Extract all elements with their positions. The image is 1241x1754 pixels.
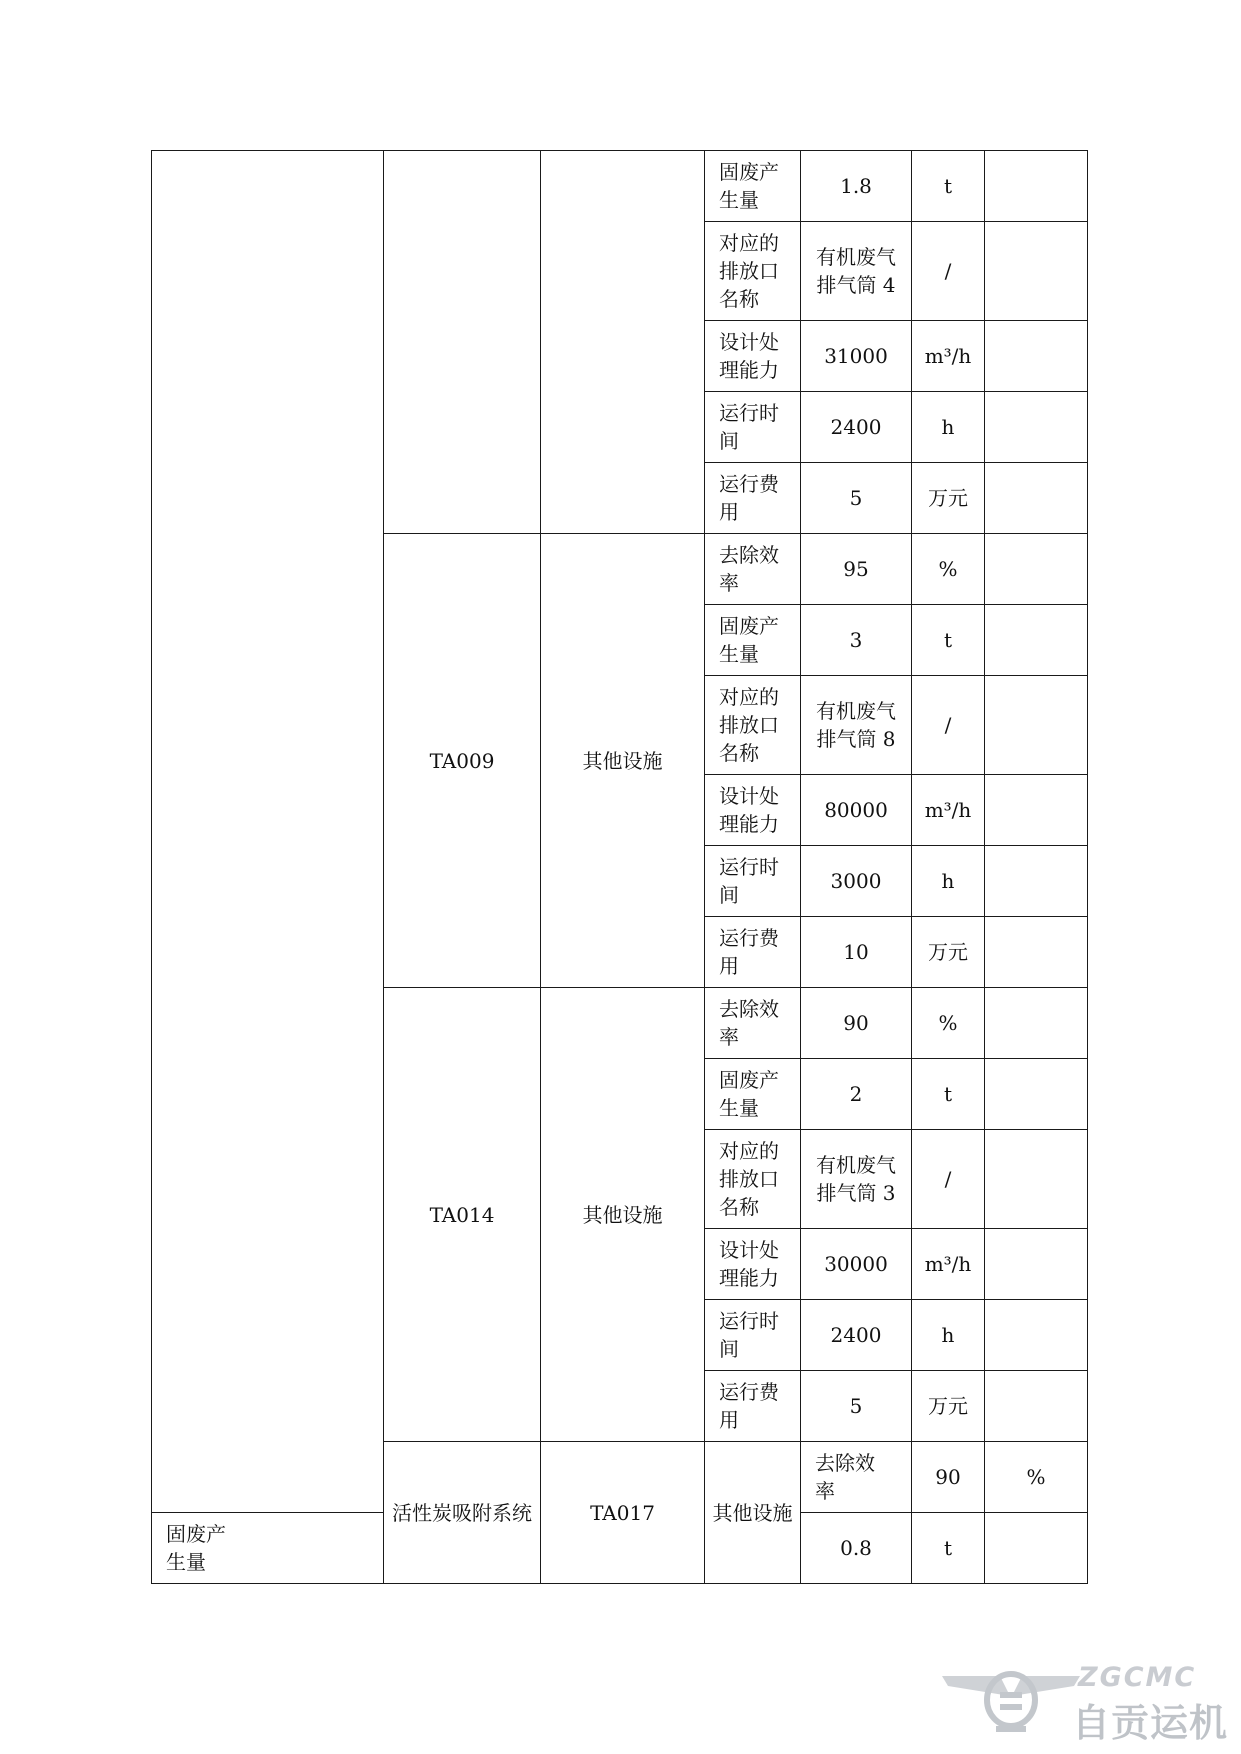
value-cell: 1.8 [801,151,912,222]
value-cell: 3000 [801,846,912,917]
param-cell: 去除效率 [801,1442,912,1513]
unit-cell: / [912,676,985,775]
brand-chinese-text: 自贡运机 [1072,1701,1229,1745]
remark-cell [985,1513,1088,1584]
facility-code-cell: TA017 [541,1442,705,1584]
facility-parameter-table [151,150,1088,1584]
remark-cell [985,1300,1088,1371]
remark-cell [985,846,1088,917]
param-cell: 运行费用 [705,1371,801,1442]
table-row [152,151,1088,222]
unit-cell: m³/h [912,775,985,846]
param-cell: 运行费用 [705,917,801,988]
param-cell: 去除效率 [705,534,801,605]
value-cell: 80000 [801,775,912,846]
value-cell: 90 [801,988,912,1059]
remark-cell [985,988,1088,1059]
remark-cell [985,676,1088,775]
value-cell: 0.8 [801,1513,912,1584]
remark-cell [985,1059,1088,1130]
value-cell: 有机废气排气筒 4 [801,222,912,321]
facility-type-cell: 其他设施 [541,988,705,1442]
value-cell: 3 [801,605,912,676]
param-cell: 固废产生量 [152,1513,384,1584]
unit-cell: h [912,392,985,463]
unit-cell: % [912,534,985,605]
remark-cell [985,917,1088,988]
remark-cell [985,321,1088,392]
param-cell: 去除效率 [705,988,801,1059]
remark-cell [985,392,1088,463]
remark-cell [985,1371,1088,1442]
facility-code-cell: TA009 [384,534,541,988]
param-cell: 运行费用 [705,463,801,534]
value-cell: 30000 [801,1229,912,1300]
unit-cell: m³/h [912,1229,985,1300]
unit-cell: h [912,846,985,917]
value-cell: 31000 [801,321,912,392]
param-cell: 运行时间 [705,392,801,463]
system-cell-empty [152,151,384,1513]
remark-cell [985,463,1088,534]
unit-cell: 万元 [912,463,985,534]
param-cell: 对应的排放口名称 [705,1130,801,1229]
param-cell: 运行时间 [705,1300,801,1371]
zgcmc-watermark-logo [940,1656,1235,1746]
value-cell: 2400 [801,392,912,463]
unit-cell: % [985,1442,1088,1513]
remark-cell [985,222,1088,321]
remark-cell [985,775,1088,846]
value-cell: 10 [801,917,912,988]
remark-cell [985,534,1088,605]
value-cell: 5 [801,1371,912,1442]
value-cell: 2 [801,1059,912,1130]
param-cell: 设计处理能力 [705,775,801,846]
remark-cell [985,151,1088,222]
unit-cell: h [912,1300,985,1371]
value-cell: 90 [912,1442,985,1513]
value-cell: 95 [801,534,912,605]
param-cell: 设计处理能力 [705,321,801,392]
unit-cell: 万元 [912,917,985,988]
value-cell: 2400 [801,1300,912,1371]
brand-latin-text: ZGCMC [1078,1662,1197,1693]
unit-cell: % [912,988,985,1059]
value-cell: 有机废气排气筒 3 [801,1130,912,1229]
unit-cell: 万元 [912,1371,985,1442]
param-cell: 对应的排放口名称 [705,676,801,775]
type-cell-empty [541,151,705,534]
param-cell: 设计处理能力 [705,1229,801,1300]
value-cell: 有机废气排气筒 8 [801,676,912,775]
remark-cell [985,1130,1088,1229]
remark-cell [985,605,1088,676]
remark-cell [985,1229,1088,1300]
unit-cell: t [912,1059,985,1130]
code-cell-empty [384,151,541,534]
param-cell: 固废产生量 [705,151,801,222]
param-cell: 固废产生量 [705,605,801,676]
param-cell: 对应的排放口名称 [705,222,801,321]
unit-cell: m³/h [912,321,985,392]
system-name-cell: 活性炭吸附系统 [384,1442,541,1584]
unit-cell: t [912,1513,985,1584]
value-cell: 5 [801,463,912,534]
param-cell: 固废产生量 [705,1059,801,1130]
facility-type-cell: 其他设施 [541,534,705,988]
unit-cell: / [912,1130,985,1229]
unit-cell: / [912,222,985,321]
param-cell: 运行时间 [705,846,801,917]
facility-type-cell: 其他设施 [705,1442,801,1584]
facility-code-cell: TA014 [384,988,541,1442]
zgcmc-emblem-icon [940,1656,1080,1736]
unit-cell: t [912,605,985,676]
unit-cell: t [912,151,985,222]
